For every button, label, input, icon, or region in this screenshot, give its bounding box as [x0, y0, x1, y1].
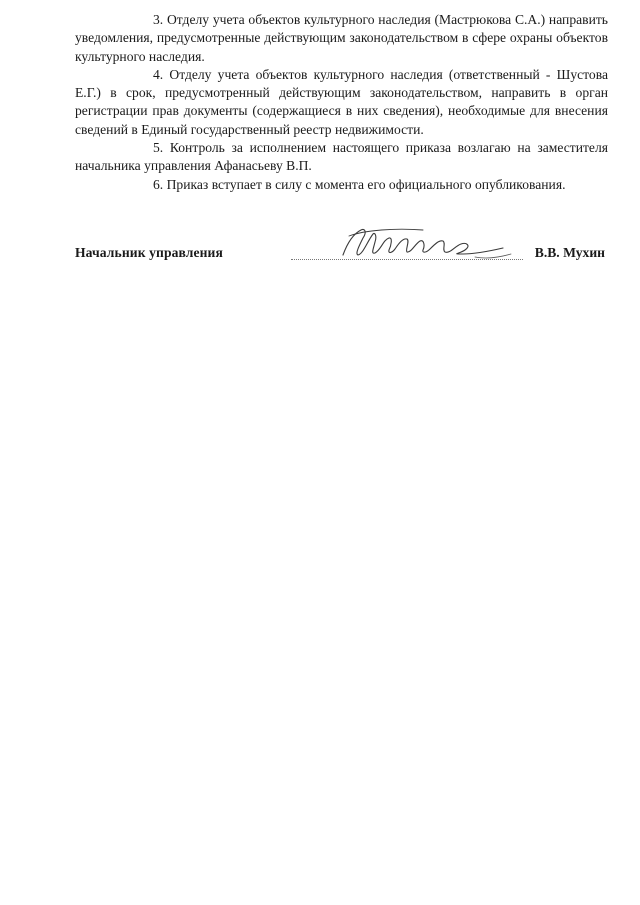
paragraph-text: Приказ вступает в силу с момента его официального опубликования. — [166, 176, 566, 192]
paragraph-4 — [75, 66, 608, 139]
paragraph-number: 6. — [153, 176, 164, 192]
paragraph-number: 3. — [153, 12, 164, 27]
paragraph-5 — [75, 139, 608, 176]
paragraph-text: Отделу учета объектов культурного наследия (Мастрюкова С.А.) направить уведомления, предусмотренные действующим законодательством в сфере охраны объектов культурного наследия. — [75, 12, 608, 64]
paragraph-number: 5. — [153, 140, 164, 156]
signer-name: В.В. Мухин — [534, 245, 605, 260]
paragraph-3 — [75, 11, 608, 66]
handwritten-signature — [325, 224, 525, 264]
signature-block — [75, 236, 605, 270]
paragraph-text: Контроль за исполнением настоящего приказа возлагаю на заместителя начальника управления Афанасьеву В.П. — [75, 140, 608, 174]
paragraph-number: 4. — [153, 66, 164, 82]
paragraph-6 — [75, 176, 608, 194]
signer-position: Начальник управления — [75, 245, 223, 260]
document-body — [75, 11, 608, 194]
paragraph-text: Отделу учета объектов культурного наследия (ответственный - Шустова Е.Г.) в срок, предусмотренный действующим законодательством, направить в орган регистрации прав документы (содержащиеся в них сведения), необходимые для внесения сведений в Единый государственный реестр недвижимости. — [75, 66, 608, 137]
